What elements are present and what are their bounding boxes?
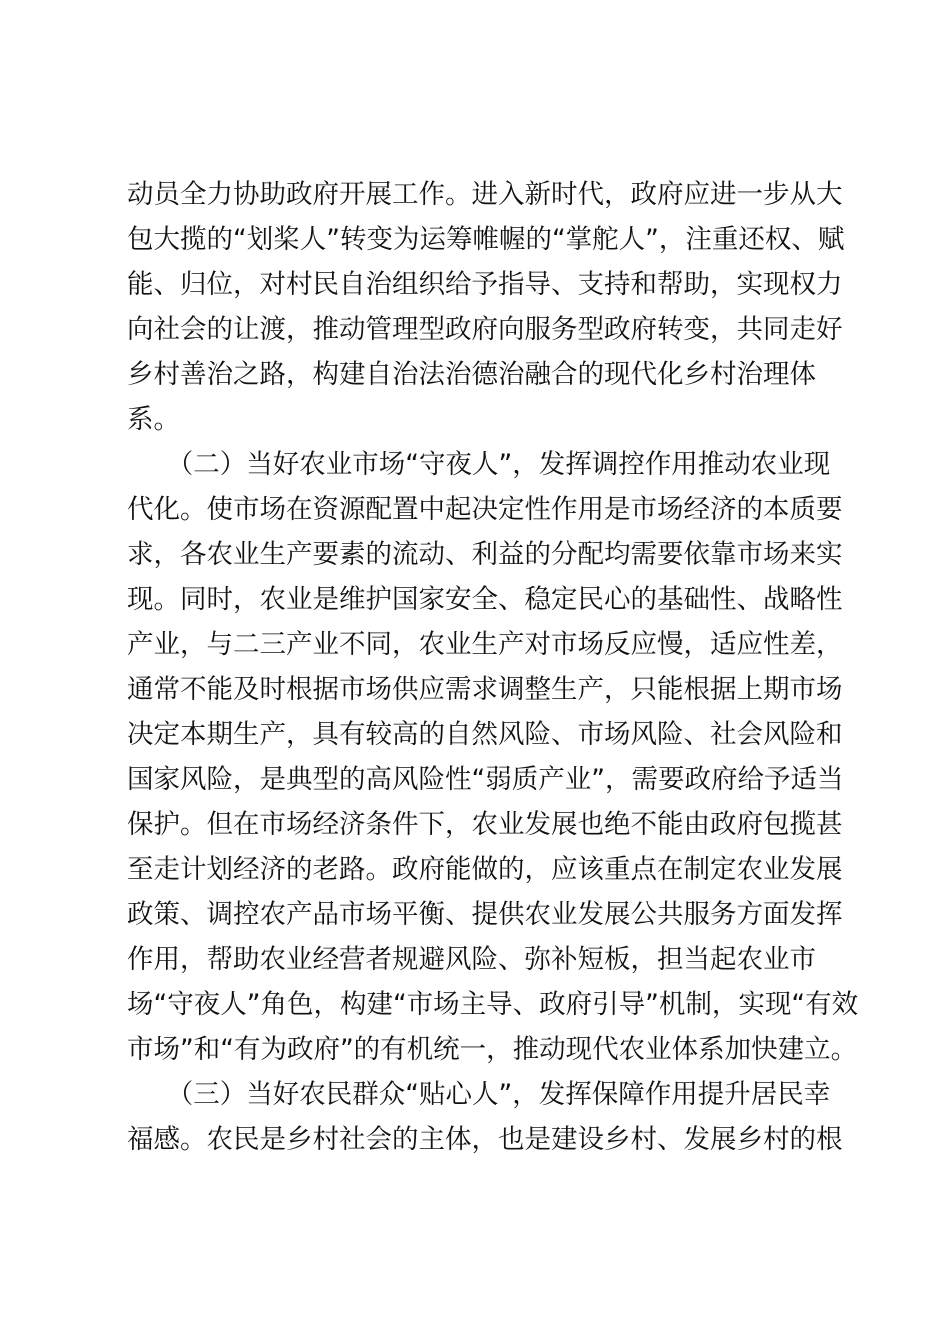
text-line: 现。同时，农业是维护国家安全、稳定民心的基础性、战略性 — [127, 584, 843, 615]
text-line: 决定本期生产，具有较高的自然风险、市场风险、社会风险和 — [127, 719, 843, 750]
text-line: 向社会的让渡，推动管理型政府向服务型政府转变，共同走好 — [127, 314, 843, 345]
text-line: 动员全力协助政府开展工作。进入新时代，政府应进一步从大 — [127, 179, 843, 210]
text-line: 代化。使市场在资源配置中起决定性作用是市场经济的本质要 — [127, 494, 843, 525]
text-line: 能、归位，对村民自治组织给予指导、支持和帮助，实现权力 — [127, 269, 843, 300]
text-line: 国家风险，是典型的高风险性“弱质产业”，需要政府给予适当 — [127, 764, 844, 795]
text-line: 通常不能及时根据市场供应需求调整生产，只能根据上期市场 — [127, 674, 843, 705]
text-line: 系。 — [127, 404, 180, 435]
text-line: 求，各农业生产要素的流动、利益的分配均需要依靠市场来实 — [127, 539, 843, 570]
text-line: 乡村善治之路，构建自治法治德治融合的现代化乡村治理体 — [127, 359, 816, 390]
text-line: 作用，帮助农业经营者规避风险、弥补短板，担当起农业市 — [127, 944, 816, 975]
section-heading-line: （二）当好农业市场“守夜人”，发挥调控作用推动农业现 — [127, 449, 831, 480]
section-heading-line: （三）当好农民群众“贴心人”，发挥保障作用提升居民幸 — [127, 1079, 831, 1110]
text-line: 至走计划经济的老路。政府能做的，应该重点在制定农业发展 — [127, 854, 843, 885]
text-line: 场“守夜人”角色，构建“市场主导、政府引导”机制，实现“有效 — [127, 989, 859, 1020]
text-line: 市场”和“有为政府”的有机统一，推动现代农业体系加快建立。 — [127, 1034, 858, 1065]
text-line: 福感。农民是乡村社会的主体，也是建设乡村、发展乡村的根 — [127, 1124, 843, 1155]
body-text — [127, 172, 859, 1162]
text-line: 保护。但在市场经济条件下，农业发展也绝不能由政府包揽甚 — [127, 809, 843, 840]
text-line: 产业，与二三产业不同，农业生产对市场反应慢，适应性差， — [127, 629, 843, 660]
text-line: 包大揽的“划桨人”转变为运筹帷幄的“掌舵人”，注重还权、赋 — [127, 224, 845, 255]
text-line: 政策、调控农产品市场平衡、提供农业发展公共服务方面发挥 — [127, 899, 843, 930]
